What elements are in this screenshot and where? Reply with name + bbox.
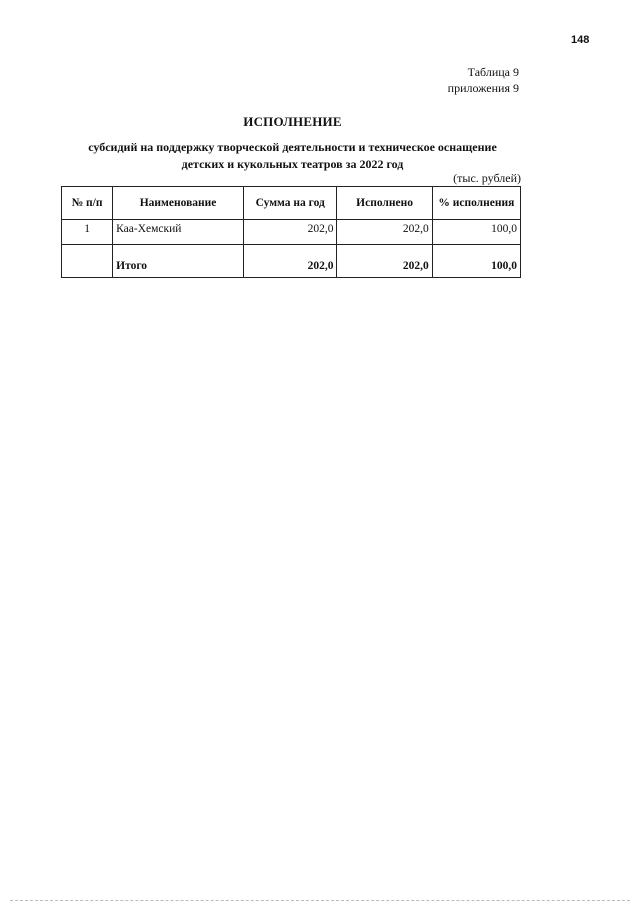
- cell-annual-sum: 202,0: [243, 220, 336, 245]
- document-title: ИСПОЛНЕНИЕ: [243, 114, 342, 129]
- cell-total-sum: 202,0: [243, 245, 336, 278]
- subtitle-line-2: детских и кукольных театров за 2022 год: [181, 157, 404, 171]
- table-label: Таблица 9: [467, 65, 519, 79]
- cell-total-label: Итого: [113, 245, 244, 278]
- document-subtitle: [0, 139, 585, 173]
- execution-table: [61, 186, 521, 278]
- header-percent-text: % исполнения: [438, 197, 515, 209]
- table-header-row: [62, 187, 521, 220]
- table-total-row: [62, 245, 521, 278]
- scan-footer-line: [10, 900, 630, 901]
- header-number: № п/п: [62, 187, 113, 220]
- cell-executed: 202,0: [337, 220, 432, 245]
- cell-total-percent: 100,0: [432, 245, 520, 278]
- table-row: [62, 220, 521, 245]
- units-label: (тыс. рублей): [453, 171, 521, 185]
- header-name: Наименование: [113, 187, 244, 220]
- cell-number: 1: [62, 220, 113, 245]
- header-percent-executed: [432, 187, 520, 220]
- cell-percent: 100,0: [432, 220, 520, 245]
- table-reference: [448, 64, 519, 96]
- cell-total-executed: 202,0: [337, 245, 432, 278]
- page-number: 148: [571, 34, 590, 46]
- header-executed: Исполнено: [337, 187, 432, 220]
- appendix-label: приложения 9: [447, 81, 519, 95]
- header-annual-sum: Сумма на год: [243, 187, 336, 220]
- cell-total-empty: [62, 245, 113, 278]
- subtitle-line-1: субсидий на поддержку творческой деятельности и техническое оснащение: [88, 140, 497, 154]
- cell-name: Каа-Хемский: [113, 220, 244, 245]
